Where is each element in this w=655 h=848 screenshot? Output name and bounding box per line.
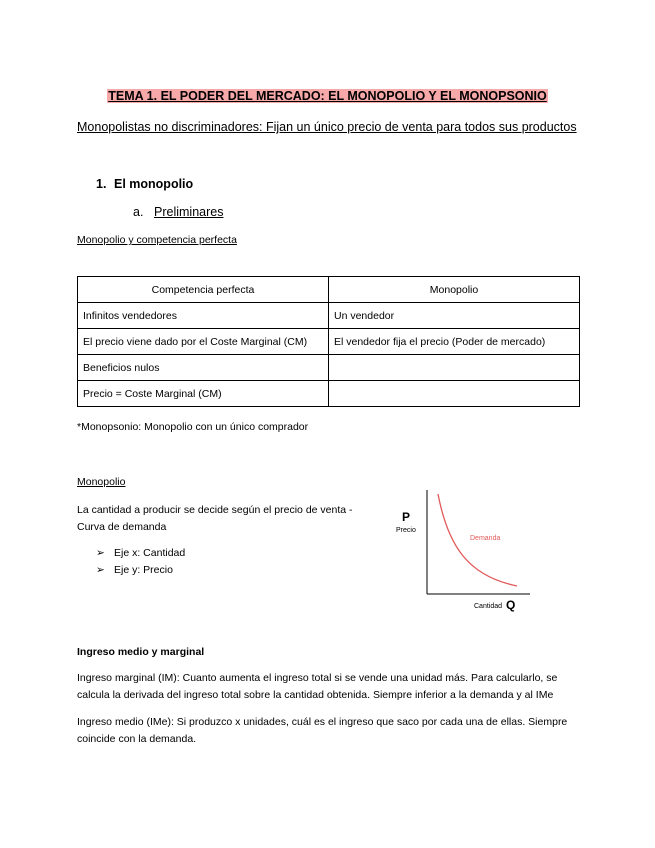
table-row xyxy=(78,303,580,329)
ingreso-marginal-paragraph xyxy=(77,670,557,704)
paragraph-line: calcula la derivada del ingreso total sobre la cantidad obtenida. Siempre inferior a la demanda y al IMe xyxy=(77,689,554,701)
table-caption: Monopolio y competencia perfecta xyxy=(77,234,237,246)
section-label: El monopolio xyxy=(114,177,194,191)
list-item-text: Eje y: Precio xyxy=(114,564,173,576)
table-cell xyxy=(329,355,580,381)
table-cell xyxy=(329,381,580,407)
table-header-cell: Competencia perfecta xyxy=(78,277,329,303)
list-item xyxy=(96,562,185,579)
x-axis-label: Cantidad xyxy=(474,603,503,610)
monopolio-text xyxy=(77,502,353,536)
table-cell: El precio viene dado por el Coste Marginal (CM) xyxy=(78,329,329,355)
paragraph-line: Ingreso medio (IMe): Si produzco x unidades, cuál es el ingreso que saco por cada una de ellas. Siempre xyxy=(77,716,568,728)
section-heading-monopolio xyxy=(96,177,193,191)
table-cell: El vendedor fija el precio (Poder de mercado) xyxy=(329,329,580,355)
footnote: *Monopsonio: Monopolio con un único comprador xyxy=(77,421,309,433)
table-header-cell: Monopolio xyxy=(329,277,580,303)
page-title xyxy=(0,89,655,103)
list-item-text: Eje x: Cantidad xyxy=(114,547,186,559)
x-axis-letter: Q xyxy=(506,598,516,612)
monopolio-text-line: La cantidad a producir se decide según el precio de venta - xyxy=(77,504,353,516)
monopolio-text-line: Curva de demanda xyxy=(77,521,167,533)
list-item xyxy=(96,545,185,562)
page-title-text: TEMA 1. EL PODER DEL MERCADO: EL MONOPOLIO Y EL MONOPSONIO xyxy=(108,89,547,103)
y-axis-label: Precio xyxy=(396,527,416,534)
table-row xyxy=(78,355,580,381)
monopolio-heading: Monopolio xyxy=(77,476,126,488)
table-cell: Precio = Coste Marginal (CM) xyxy=(78,381,329,407)
table-cell: Beneficios nulos xyxy=(78,355,329,381)
table-row xyxy=(78,381,580,407)
ingreso-heading: Ingreso medio y marginal xyxy=(77,646,205,658)
subsection-label: Preliminares xyxy=(154,205,224,219)
paragraph-line: coincide con la demanda. xyxy=(77,733,197,745)
demand-curve-chart xyxy=(390,484,540,616)
arrow-bullet-icon: ➢ xyxy=(96,547,105,559)
subsection-number: a. xyxy=(133,205,144,219)
table-cell: Infinitos vendedores xyxy=(78,303,329,329)
arrow-bullet-icon: ➢ xyxy=(96,564,105,576)
comparison-table xyxy=(77,276,580,407)
subtitle: Monopolistas no discriminadores: Fijan un único precio de venta para todos sus productos xyxy=(77,120,577,134)
ingreso-medio-paragraph xyxy=(77,714,567,748)
subsection-heading-preliminares xyxy=(133,205,223,219)
table-cell: Un vendedor xyxy=(329,303,580,329)
bullet-list xyxy=(96,545,185,579)
section-number: 1. xyxy=(96,177,107,191)
paragraph-line: Ingreso marginal (IM): Cuanto aumenta el ingreso total si se vende una unidad más. Para calcularlo, se xyxy=(77,672,558,684)
y-axis-letter: P xyxy=(402,510,411,524)
curve-label: Demanda xyxy=(470,535,501,542)
table-row xyxy=(78,329,580,355)
table-header-row xyxy=(78,277,580,303)
